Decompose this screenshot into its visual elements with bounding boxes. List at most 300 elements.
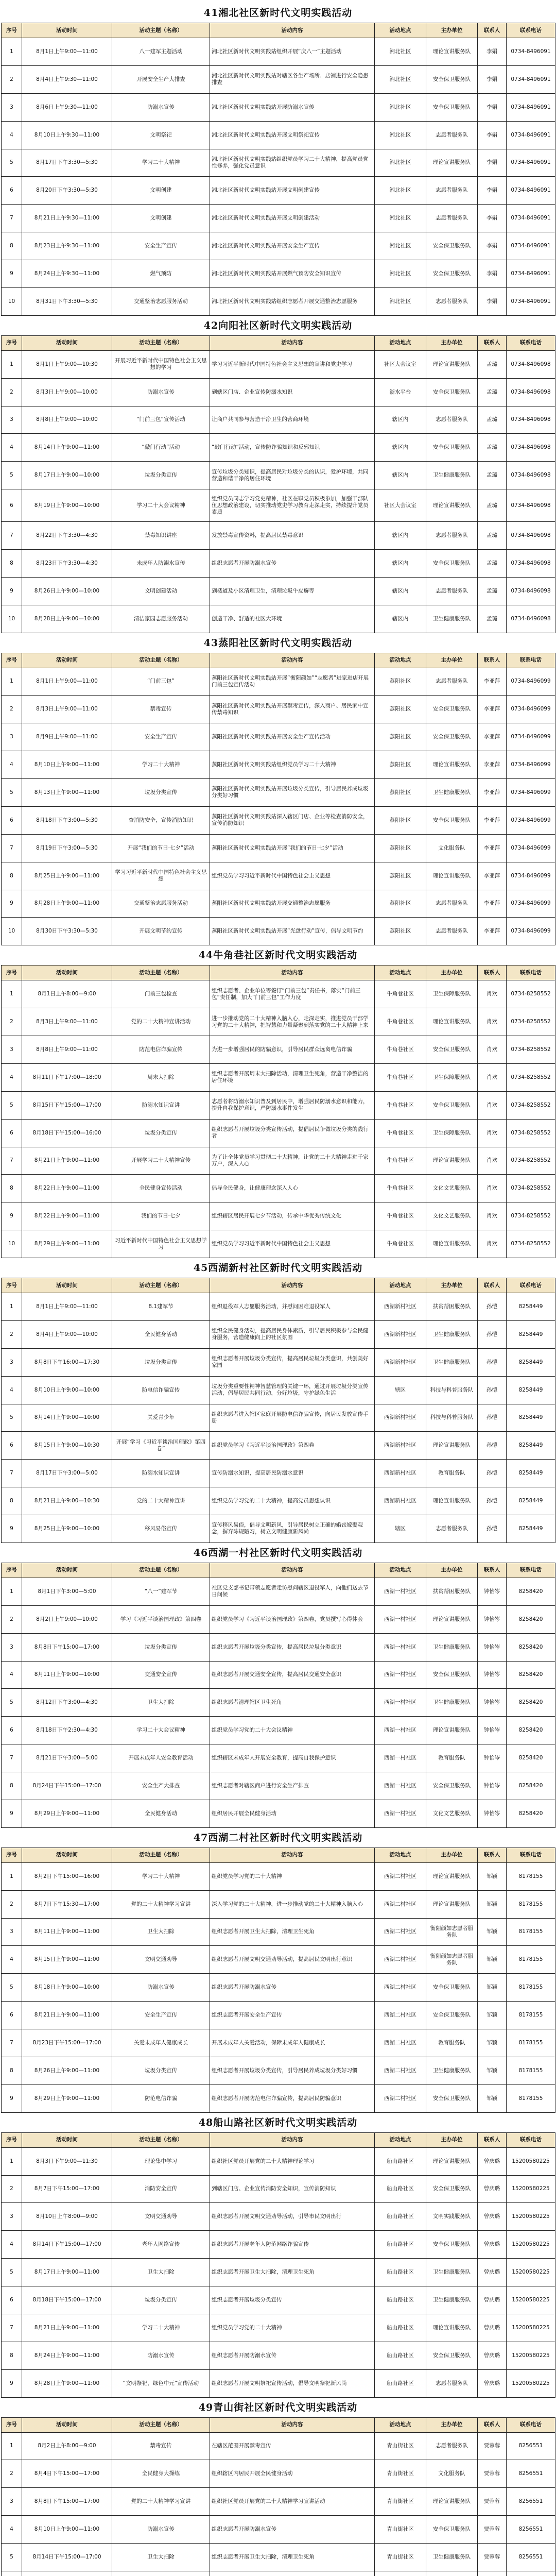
cell-time: 8月1日上午9:00—10:30 (22, 350, 112, 378)
cell-organizer: 安全保卫服务队 (426, 2175, 478, 2203)
cell-index: 4 (2, 1376, 22, 1404)
cell-theme: 开展未成年人安全教育活动 (112, 1744, 210, 1772)
cell-phone: 0734-8496099 (507, 890, 555, 918)
cell-contact: 孙恺 (478, 1487, 507, 1515)
cell-contact: 孟璐 (478, 378, 507, 406)
cell-phone: 8178155 (507, 2029, 555, 2057)
cell-organizer: 卫生健康服务队 (426, 1633, 478, 1661)
cell-content: 蒸阳社区新时代文明实践站开展交通整治志愿服务 (210, 890, 375, 918)
cell-theme: 安全生产宣传 (112, 723, 210, 751)
cell-organizer: 安全保卫服务队 (426, 806, 478, 834)
cell-time: 8月8日上午9:00—10:00 (22, 406, 112, 434)
cell-content: 组织社区党员开展党的二十大精神理论学习 (210, 2147, 375, 2175)
cell-theme: 防电信诈骗宣传 (112, 1376, 210, 1404)
cell-organizer: 卫生健康服务队 (426, 2057, 478, 2084)
cell-phone: 0734-8496099 (507, 806, 555, 834)
cell-index: 8 (2, 2342, 22, 2369)
cell-time: 8月18日上午9:00—10:00 (22, 1974, 112, 2002)
community-section (1, 2398, 555, 2576)
table-row (2, 1578, 555, 1605)
cell-time: 8月28日上午9:00—11:00 (22, 890, 112, 918)
section-title: 43蒸阳社区新时代文明实践活动 (1, 633, 555, 653)
cell-index: 1 (2, 1578, 22, 1605)
cell-organizer: 安全保卫服务队 (426, 93, 478, 121)
column-header: 活动时间 (22, 2132, 112, 2147)
cell-theme: 党的二十大精神学习宣讲 (112, 1890, 210, 1918)
cell-contact: 李娟 (478, 232, 507, 260)
cell-index: 10 (2, 918, 22, 945)
cell-index: 8 (2, 862, 22, 890)
cell-phone: 0734-8496098 (507, 406, 555, 434)
cell-phone: 0734-8258552 (507, 1147, 555, 1175)
cell-index: 6 (2, 1432, 22, 1460)
cell-time: 8月19日上午9:00—10:00 (22, 489, 112, 522)
table-row (2, 1036, 555, 1064)
cell-time: 8月1日上午9:00—11:00 (22, 38, 112, 66)
table-row (2, 462, 555, 489)
cell-time: 8月17日上午9:00—11:00 (22, 2259, 112, 2286)
cell-index: 3 (2, 1633, 22, 1661)
cell-index: 7 (2, 522, 22, 550)
cell-index: 6 (2, 2286, 22, 2314)
cell-contact: 曾庆璐 (478, 2369, 507, 2397)
cell-index: 2 (2, 1890, 22, 1918)
table-row (2, 1946, 555, 1974)
cell-contact: 邹颖 (478, 1918, 507, 1946)
cell-content: 组织志愿者开展交通安全宣传，提高居民交通安全意识 (210, 1661, 375, 1689)
table-row (2, 121, 555, 149)
cell-time: 8月18日下午15:00—16:00 (22, 1119, 112, 1147)
cell-time: 8月26日上午9:00—11:00 (22, 2057, 112, 2084)
cell-phone: 0734-8258552 (507, 1175, 555, 1202)
cell-organizer: 理论宣讲服务队 (426, 1717, 478, 1744)
cell-time: 8月30日下午3:30—5:30 (22, 918, 112, 945)
cell-content: 到辖区门店、企业宣传消防安全知识，宣传消防知识 (210, 2175, 375, 2203)
cell-index: 5 (2, 2544, 22, 2571)
cell-phone: 8258420 (507, 1772, 555, 1800)
cell-theme: 安全生产宣传 (112, 2002, 210, 2029)
cell-phone: 8256551 (507, 2544, 555, 2571)
cell-content: 湘北社区新时代文明实践站对辖区各生产场所、店铺进行安全隐患排查 (210, 65, 375, 93)
cell-content: 组织党员学习《习近平谈治国理政》第四卷 (210, 1432, 375, 1460)
cell-time: 8月13日上午9:00—11:00 (22, 779, 112, 807)
cell-phone: 15200580225 (507, 2259, 555, 2286)
cell-time: 8月3日下午9:00—11:30 (22, 2147, 112, 2175)
cell-place: 西湖新村社区 (375, 1487, 426, 1515)
cell-phone: 0734-8496091 (507, 260, 555, 288)
cell-organizer: 安全保卫服务队 (426, 378, 478, 406)
table-header-row (2, 2132, 555, 2147)
cell-theme: 垃圾分类宣传 (112, 779, 210, 807)
cell-phone: 0734-8496098 (507, 522, 555, 550)
cell-phone: 8258449 (507, 1432, 555, 1460)
cell-place: 船山路社区 (375, 2259, 426, 2286)
column-header: 活动地点 (375, 965, 426, 980)
activity-table (1, 1848, 555, 2113)
cell-content: 湘北社区新时代文明实践站开展文明创建活动 (210, 205, 375, 232)
cell-time: 8月3日上午9:00—10:00 (22, 378, 112, 406)
section-title: 48船山路社区新时代文明实践活动 (1, 2113, 555, 2132)
cell-organizer: 卫生健康服务队 (426, 1689, 478, 1717)
column-header: 活动地点 (375, 1278, 426, 1293)
cell-contact: 孟璐 (478, 434, 507, 462)
table-row (2, 980, 555, 1008)
cell-organizer: 安全保卫服务队 (426, 65, 478, 93)
cell-organizer: 理论宣讲服务队 (426, 862, 478, 890)
cell-index: 8 (2, 232, 22, 260)
cell-content: 组织党员学习党的二十大精神 (210, 1862, 375, 1890)
cell-theme: 学习二十大精神 (112, 751, 210, 779)
cell-contact: 肖欢 (478, 1119, 507, 1147)
cell-index: 6 (2, 2002, 22, 2029)
cell-time: 8月12日下午3:00—4:30 (22, 1689, 112, 1717)
cell-phone: 0734-8496099 (507, 696, 555, 723)
cell-place: 西湖一村社区 (375, 1717, 426, 1744)
cell-theme: 开展习近平新时代中国特色社会主义思想的学习 (112, 350, 210, 378)
cell-place: 青山街社区 (375, 2460, 426, 2488)
cell-place: 牛角巷社区 (375, 1091, 426, 1119)
cell-place: 湘北社区 (375, 177, 426, 205)
cell-phone: 8178155 (507, 1918, 555, 1946)
section-title: 47西湖二村社区新时代文明实践活动 (1, 1828, 555, 1848)
cell-place: 牛角巷社区 (375, 1175, 426, 1202)
cell-place: 牛角巷社区 (375, 1202, 426, 1230)
cell-index (2, 2571, 22, 2576)
cell-organizer: 理论宣讲服务队 (426, 1605, 478, 1633)
cell-phone: 0734-8496099 (507, 668, 555, 696)
table-row (2, 2460, 555, 2488)
cell-contact: 肖欢 (478, 1202, 507, 1230)
table-row (2, 2231, 555, 2259)
cell-index: 1 (2, 668, 22, 696)
cell-time: 8月10日上午9:00—10:00 (22, 1376, 112, 1404)
cell-phone: 0734-8496091 (507, 93, 555, 121)
cell-index: 4 (2, 2231, 22, 2259)
cell-time: 8月8日上午9:00—11:00 (22, 1036, 112, 1064)
cell-index: 9 (2, 1515, 22, 1543)
column-header: 活动地点 (375, 335, 426, 350)
cell-time: 8月17日下午3:00—5:00 (22, 1460, 112, 1487)
cell-index: 3 (2, 2488, 22, 2516)
cell-theme: 防溺水宣传 (112, 93, 210, 121)
cell-index: 10 (2, 287, 22, 315)
cell-index: 3 (2, 1348, 22, 1376)
cell-theme: 开展学习二十大精神宣传 (112, 1147, 210, 1175)
cell-organizer: 志愿者服务队 (426, 177, 478, 205)
table-row (2, 149, 555, 177)
column-header: 活动时间 (22, 965, 112, 980)
cell-organizer: 理论宣讲服务队 (426, 1008, 478, 1036)
cell-content: 湘北社区新时代文明实践站开展燃气预防安全知识宣传 (210, 260, 375, 288)
column-header: 活动地点 (375, 1848, 426, 1862)
cell-contact: 李娟 (478, 260, 507, 288)
cell-time: 8月11日下午17:00—18:00 (22, 1063, 112, 1091)
cell-place: 船山路社区 (375, 2147, 426, 2175)
cell-time: 8月14日上午9:00—11:00 (22, 434, 112, 462)
cell-organizer: 安全保卫服务队 (426, 1772, 478, 1800)
cell-theme: 习近平新时代中国特色社会主义思想学习 (112, 1230, 210, 1258)
cell-index: 4 (2, 751, 22, 779)
cell-organizer: 理论宣讲服务队 (426, 1432, 478, 1460)
cell-organizer: 安全保卫服务队 (426, 1661, 478, 1689)
column-header: 序号 (2, 23, 22, 38)
cell-contact: 邹颖 (478, 1974, 507, 2002)
table-row (2, 2084, 555, 2112)
cell-phone: 0734-8496099 (507, 834, 555, 862)
table-row (2, 1119, 555, 1147)
cell-theme: 学习《习近平谈治国理政》第四卷 (112, 1605, 210, 1633)
cell-organizer: 志愿者服务队 (426, 577, 478, 605)
cell-place: 西湖一村社区 (375, 1605, 426, 1633)
cell-index: 2 (2, 2460, 22, 2488)
cell-place: 船山路社区 (375, 2369, 426, 2397)
cell-contact: 孟璐 (478, 406, 507, 434)
cell-time: 8月23日下午15:00—17:00 (22, 2029, 112, 2057)
cell-contact: 李娟 (478, 65, 507, 93)
cell-place: 牛角巷社区 (375, 1063, 426, 1091)
cell-content: 到辖区门店、企业宣传防溺水知识 (210, 378, 375, 406)
cell-contact: 钟怡岑 (478, 1578, 507, 1605)
cell-organizer: 志愿者服务队 (426, 2369, 478, 2397)
cell-place: 船山路社区 (375, 2314, 426, 2342)
cell-place: 船山路社区 (375, 2203, 426, 2231)
cell-content: 进一步推动党的二十大精神入脑入心，走深走实，推进党员干部学习党的二十大精神，把智慧和力量凝聚到落实党的二十大精神上来 (210, 1008, 375, 1036)
cell-organizer: 安全保卫服务队 (426, 549, 478, 577)
cell-theme: 开展“学习《习近平谈治国理政》第四卷” (112, 1432, 210, 1460)
cell-time: 8月9日上午9:00—11:00 (22, 723, 112, 751)
cell-phone: 0734-8496099 (507, 862, 555, 890)
cell-index: 1 (2, 2432, 22, 2460)
cell-place: 辖区内 (375, 406, 426, 434)
cell-index: 9 (2, 577, 22, 605)
cell-phone: 0734-8496098 (507, 350, 555, 378)
cell-theme: 文明交通劝导 (112, 1946, 210, 1974)
cell-phone: 0734-8496098 (507, 378, 555, 406)
cell-content: 蒸阳社区新时代文明实践站开展垃圾分类宣传，引导居民养成垃圾分类好习惯 (210, 779, 375, 807)
cell-content: 垃圾分类重要性精神智慧管理的关键一环，通过开展垃圾分类宣传活动，倡导居民共同行动，分好垃圾，守护绿色生活 (210, 1376, 375, 1404)
cell-place: 西湖新村社区 (375, 1348, 426, 1376)
activity-table (1, 965, 555, 1258)
cell-place: 辖区 (375, 1376, 426, 1404)
cell-place: 蒸阳社区 (375, 751, 426, 779)
cell-content: 学习习近平新时代中国特色社会主义思想的宣讲和党史学习 (210, 350, 375, 378)
cell-phone: 8258420 (507, 1661, 555, 1689)
cell-theme: 禁毒宣传 (112, 696, 210, 723)
cell-contact: 李亚萍 (478, 696, 507, 723)
cell-index: 8 (2, 549, 22, 577)
section-title: 42向阳社区新时代文明实践活动 (1, 316, 555, 335)
cell-content: 社区党支部书记带领志愿者走访慰问辖区退役军人，向他们送去节日问候 (210, 1578, 375, 1605)
cell-place: 蒸阳社区 (375, 779, 426, 807)
cell-contact: 邹颖 (478, 2002, 507, 2029)
table-row (2, 723, 555, 751)
cell-content: 蒸阳社区新时代文明实践站深入辖区门店、企业等检查消防安全，宣传消防知识 (210, 806, 375, 834)
cell-theme (112, 2571, 210, 2576)
cell-organizer: 志愿者服务队 (426, 287, 478, 315)
cell-contact: 孟璐 (478, 350, 507, 378)
cell-content: 组织党员同志学习党史精神，社区在职党员积极参加，加强干部队伍思想政治建设，切实推动党史学习教育走深走实，持续提升党员素质 (210, 489, 375, 522)
cell-time: 8月26日上午9:00—10:00 (22, 577, 112, 605)
table-row (2, 1230, 555, 1258)
cell-place: 西湖二村社区 (375, 2002, 426, 2029)
table-row (2, 260, 555, 288)
cell-contact: 孟璐 (478, 522, 507, 550)
cell-contact: 邹颖 (478, 2029, 507, 2057)
cell-time: 8月31日下午3:30—5:30 (22, 287, 112, 315)
cell-place: 西湖一村社区 (375, 1661, 426, 1689)
section-title: 44牛角巷社区新时代文明实践活动 (1, 945, 555, 965)
table-row (2, 779, 555, 807)
community-section (1, 3, 555, 316)
cell-content: 组织志愿者开展垃圾分类宣传，提高居民垃圾分类意识，共创美好家园 (210, 1348, 375, 1376)
cell-place: 蒸阳社区 (375, 723, 426, 751)
cell-contact: 李亚萍 (478, 723, 507, 751)
cell-content: 组织党员学习习近平新时代中国特色社会主义思想 (210, 862, 375, 890)
cell-time: 8月19日下午3:00—5:30 (22, 834, 112, 862)
cell-time: 8月7日下午15:00—17:00 (22, 2175, 112, 2203)
column-header: 联系电话 (507, 965, 555, 980)
cell-theme: 全民健身宣传活动 (112, 1175, 210, 1202)
cell-place: 西湖二村社区 (375, 2029, 426, 2057)
table-row (2, 1320, 555, 1348)
table-row (2, 2147, 555, 2175)
cell-organizer: 理论宣讲服务队 (426, 350, 478, 378)
cell-place: 西湖二村社区 (375, 1946, 426, 1974)
cell-contact (478, 2571, 507, 2576)
cell-index: 4 (2, 1946, 22, 1974)
cell-contact: 邹颖 (478, 2057, 507, 2084)
column-header: 活动时间 (22, 1278, 112, 1293)
cell-contact: 肖欢 (478, 1175, 507, 1202)
cell-phone: 8258420 (507, 1717, 555, 1744)
cell-place: 辖区内 (375, 434, 426, 462)
cell-organizer: 理论宣讲服务队 (426, 1487, 478, 1515)
cell-content: 组织志愿者开展老年人防范网络诈骗宣传 (210, 2231, 375, 2259)
table-row (2, 1661, 555, 1689)
cell-place: 西湖新村社区 (375, 1460, 426, 1487)
cell-organizer: 理论宣讲服务队 (426, 2488, 478, 2516)
cell-phone: 0734-8496098 (507, 605, 555, 633)
cell-organizer: 理论宣讲服务队 (426, 489, 478, 522)
cell-index: 9 (2, 1202, 22, 1230)
column-header: 活动主题（名称） (112, 965, 210, 980)
cell-organizer: 理论宣讲服务队 (426, 1230, 478, 1258)
cell-organizer: 安全保卫服务队 (426, 1974, 478, 2002)
cell-theme: “敲门行动”活动 (112, 434, 210, 462)
cell-organizer: 安全保卫服务队 (426, 2084, 478, 2112)
cell-place: 船山路社区 (375, 2342, 426, 2369)
column-header: 活动主题（名称） (112, 2132, 210, 2147)
cell-contact: 肖欢 (478, 1091, 507, 1119)
cell-theme: 防溺水宣传 (112, 378, 210, 406)
cell-organizer: 卫生健康服务队 (426, 1320, 478, 1348)
cell-index: 7 (2, 1147, 22, 1175)
table-row (2, 522, 555, 550)
cell-content: 蒸阳社区新时代文明实践站组织党员学习二十大精神 (210, 751, 375, 779)
cell-contact: 李娟 (478, 121, 507, 149)
table-row (2, 605, 555, 633)
cell-place: 蒸阳社区 (375, 834, 426, 862)
table-row (2, 2342, 555, 2369)
cell-contact: 李娟 (478, 38, 507, 66)
cell-contact: 曾庆璐 (478, 2314, 507, 2342)
cell-index: 5 (2, 779, 22, 807)
cell-time: 8月11日上午9:00—11:00 (22, 1918, 112, 1946)
column-header: 联系电话 (507, 653, 555, 668)
cell-phone: 8258420 (507, 1744, 555, 1772)
cell-theme: 查消防安全，宣传消防知识 (112, 806, 210, 834)
cell-contact: 肖欢 (478, 1230, 507, 1258)
table-row (2, 1147, 555, 1175)
cell-contact: 李娟 (478, 93, 507, 121)
cell-organizer: 科技与科普服务队 (426, 1376, 478, 1404)
cell-theme: 文明创建 (112, 205, 210, 232)
cell-content (210, 2571, 375, 2576)
cell-index: 8 (2, 2057, 22, 2084)
cell-theme: 卫生大扫除 (112, 1689, 210, 1717)
table-row (2, 1432, 555, 1460)
table-row (2, 406, 555, 434)
cell-time: 8月14日下午15:00—17:00 (22, 2544, 112, 2571)
cell-theme: 学习习近平新时代中国特色社会主义思想 (112, 862, 210, 890)
cell-place: 湘北社区 (375, 121, 426, 149)
cell-time: 8月15日下午15:00—17:00 (22, 1091, 112, 1119)
cell-organizer: 文化文艺服务队 (426, 1175, 478, 1202)
community-section (1, 633, 555, 946)
cell-contact: 邹颖 (478, 1946, 507, 1974)
cell-contact: 李亚萍 (478, 834, 507, 862)
cell-organizer: 文化文艺服务队 (426, 1202, 478, 1230)
cell-place: 辖区 (375, 1515, 426, 1543)
cell-contact: 李亚萍 (478, 779, 507, 807)
column-header: 活动时间 (22, 1563, 112, 1578)
cell-phone: 0734-8258552 (507, 1119, 555, 1147)
cell-content: 倡导全民健身，让健康理念深入人心 (210, 1175, 375, 1202)
cell-index: 8 (2, 1175, 22, 1202)
cell-organizer: 安全保卫服务队 (426, 2516, 478, 2544)
cell-organizer: 扶贫帮困服务队 (426, 1578, 478, 1605)
cell-organizer: 理论宣讲服务队 (426, 1890, 478, 1918)
cell-theme: 关爱未成年人健康成长 (112, 2029, 210, 2057)
section-title: 45西湖新村社区新时代文明实践活动 (1, 1258, 555, 1278)
cell-place: 蒸阳社区 (375, 862, 426, 890)
column-header: 活动内容 (210, 1563, 375, 1578)
table-row (2, 1460, 555, 1487)
column-header: 活动主题（名称） (112, 1278, 210, 1293)
cell-theme: 清洁家园志愿服务活动 (112, 605, 210, 633)
cell-contact: 曾庆璐 (478, 2342, 507, 2369)
cell-time: 8月10日上午8:00—9:00 (22, 2203, 112, 2231)
cell-theme: 党的二十大精神宣讲 (112, 1487, 210, 1515)
cell-place: 船山路社区 (375, 2231, 426, 2259)
column-header: 联系电话 (507, 23, 555, 38)
cell-phone: 0734-8496098 (507, 549, 555, 577)
column-header: 活动内容 (210, 335, 375, 350)
cell-contact: 贾蓉蓉 (478, 2488, 507, 2516)
cell-phone: 0734-8496099 (507, 918, 555, 945)
cell-organizer: 卫生保障服务队 (426, 1119, 478, 1147)
cell-theme: 文明交通劝导 (112, 2203, 210, 2231)
cell-phone: 8258449 (507, 1515, 555, 1543)
cell-index: 9 (2, 260, 22, 288)
column-header: 联系电话 (507, 1563, 555, 1578)
cell-time: 8月29日上午9:00—11:00 (22, 1230, 112, 1258)
cell-time: 8月22日下午3:30—4:30 (22, 522, 112, 550)
cell-place: 蒸阳社区 (375, 918, 426, 945)
cell-place: 西湖新村社区 (375, 1293, 426, 1321)
table-row (2, 862, 555, 890)
column-header: 活动内容 (210, 965, 375, 980)
